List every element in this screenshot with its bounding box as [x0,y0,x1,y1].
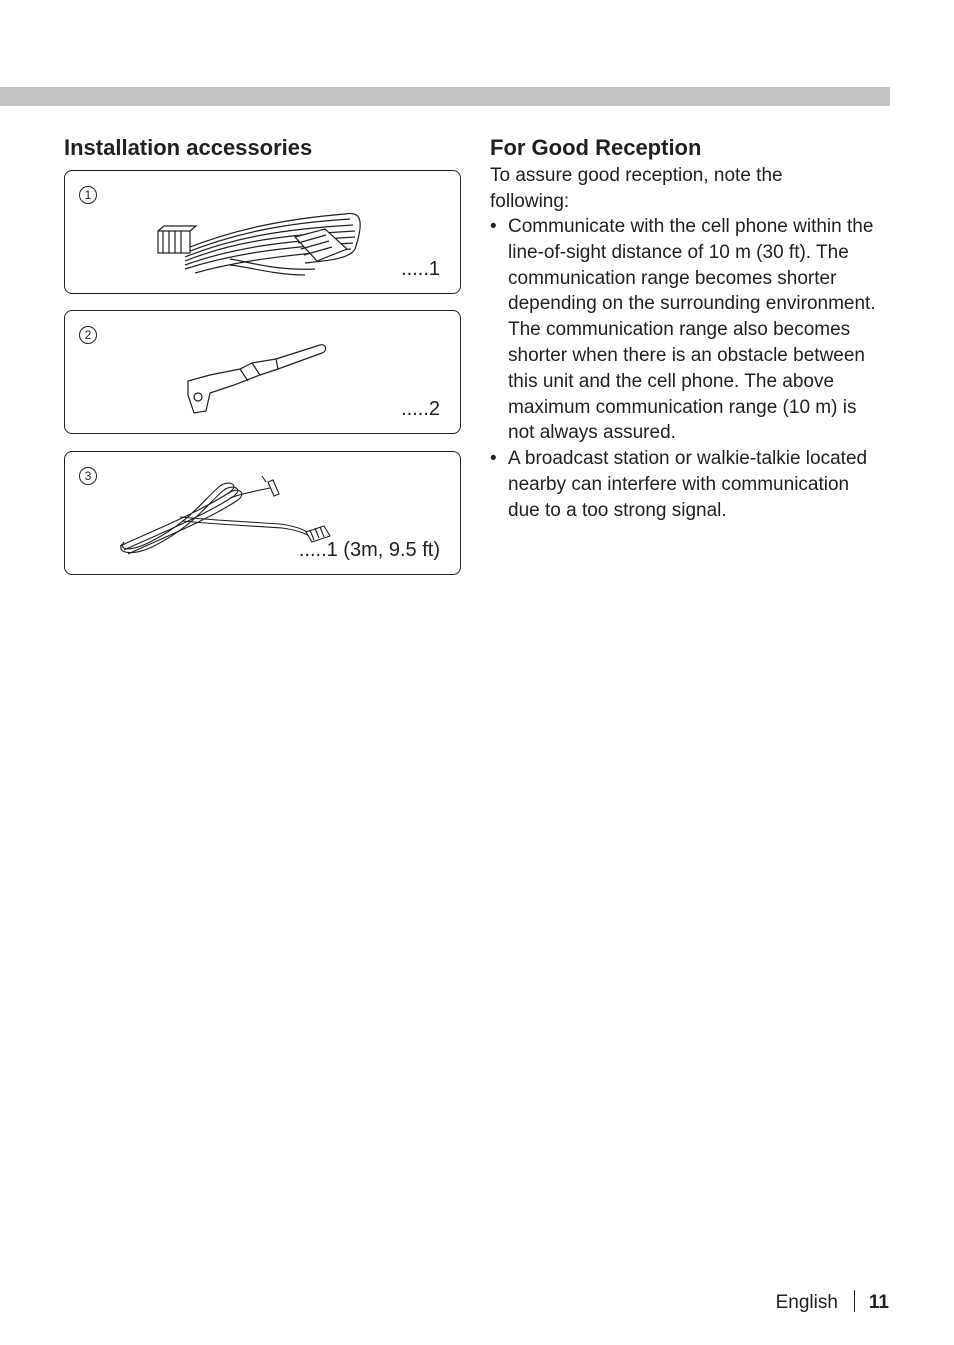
quantity-label: .....1 (3m, 9.5 ft) [298,539,440,561]
wiring-harness-illustration [155,189,375,284]
intro-text: To assure good reception, note the following: [490,165,783,212]
quantity-label: .....1 [401,258,440,280]
list-item-text: Communicate with the cell phone within the line-of-sight distance of 10 m (30 ft). The communication range becomes shorter depending on the surrounding environment. The communication range also becomes shorter when there is an obstacle between this unit and the cell phone. The above maximum communication range (10 m) is not always assured. [508,216,876,444]
installation-accessories-heading: Installation accessories [64,135,313,160]
page-number: 11 [868,1292,889,1313]
list-item-text: A broadcast station or walkie-talkie located nearby can interfere with communication due to a too strong signal. [508,448,868,521]
good-reception-heading: For Good Reception [490,135,702,160]
installation-accessories-section [64,133,464,561]
good-reception-section [490,133,890,524]
list-item [490,214,880,446]
accessory-item-1 [64,170,461,294]
accessory-item-2 [64,310,461,434]
reception-tips-list [490,214,890,524]
quantity-label: .....2 [401,398,440,420]
page-footer [776,1290,889,1316]
header-bar [0,87,890,106]
item-number-badge: 2 [79,326,97,344]
bullet-icon: • [490,216,497,237]
item-number-badge: 3 [79,467,97,485]
language-label: English [775,1292,838,1313]
bullet-icon: • [490,448,497,470]
removal-tool-illustration [180,339,330,419]
item-number-badge: 1 [79,186,97,204]
accessory-item-3 [64,451,461,575]
footer-divider [854,1290,855,1312]
list-item [490,446,880,523]
